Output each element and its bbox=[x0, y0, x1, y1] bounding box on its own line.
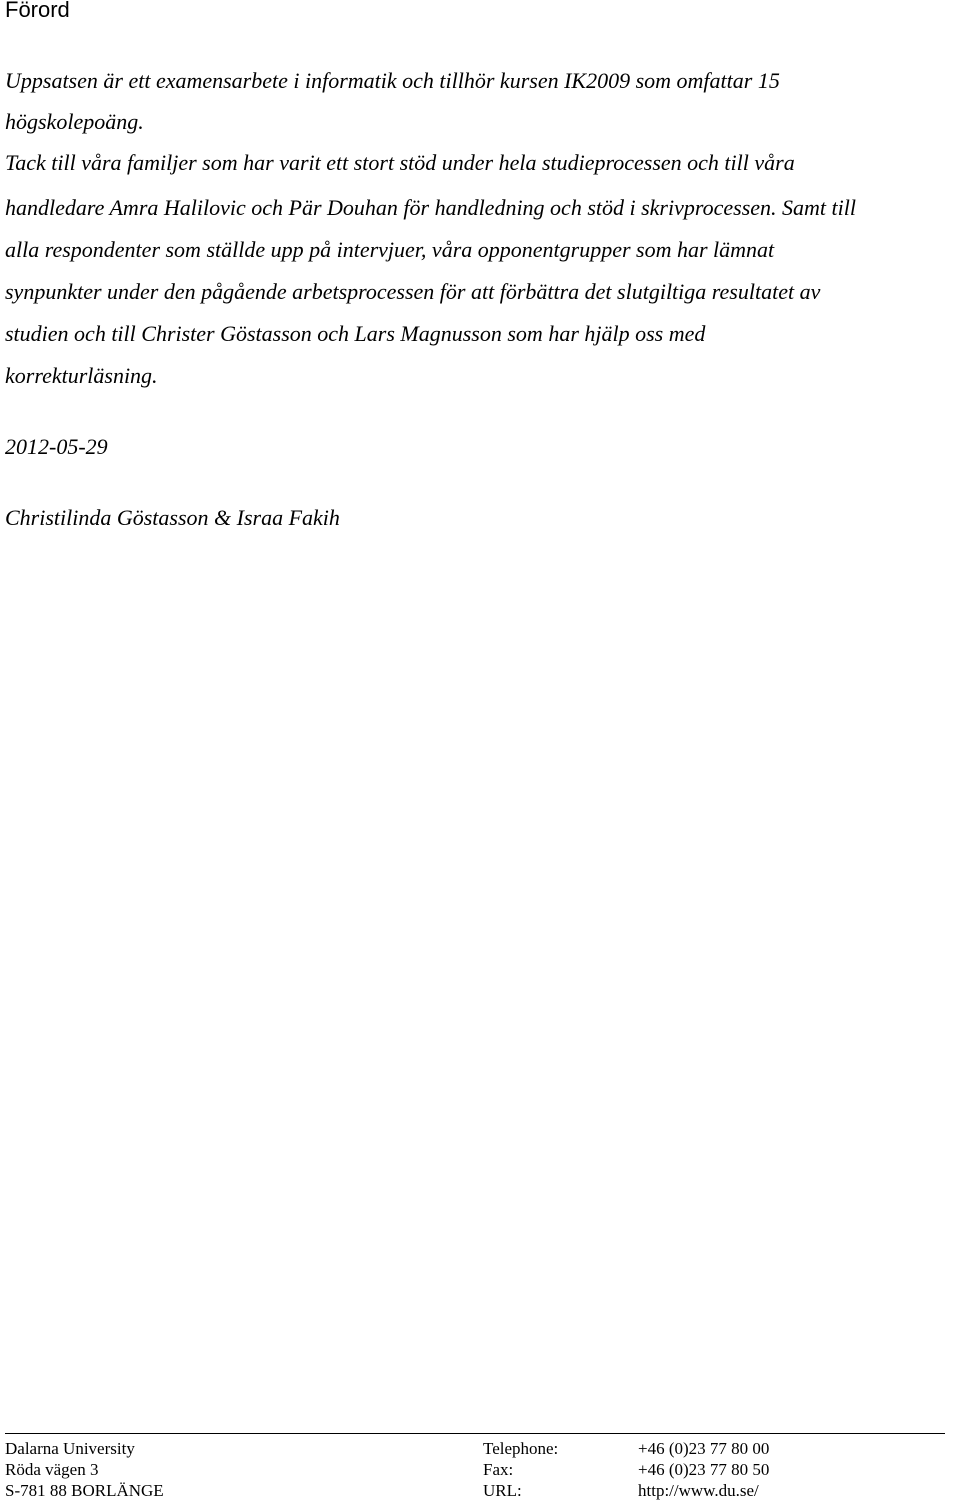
paragraph-line: Uppsatsen är ett examensarbete i informatik och tillhör kursen IK2009 som omfattar 15 bbox=[5, 68, 780, 93]
paragraph-line: synpunkter under den pågående arbetsprocessen för att förbättra det slutgiltiga resultatet av bbox=[5, 279, 821, 304]
footer-label: Fax: bbox=[483, 1460, 514, 1479]
footer-divider bbox=[5, 1433, 945, 1434]
footer-row bbox=[0, 1460, 960, 1480]
paragraph-line: Tack till våra familjer som har varit ett stort stöd under hela studieprocessen och till våra bbox=[5, 150, 795, 175]
footer-address: Röda vägen 3 bbox=[5, 1460, 99, 1479]
footer-row bbox=[0, 1481, 960, 1501]
paragraph-line: handledare Amra Halilovic och Pär Douhan för handledning och stöd i skrivprocessen. Samt till bbox=[5, 195, 856, 220]
footer-label: Telephone: bbox=[483, 1439, 559, 1458]
footer-label: URL: bbox=[483, 1481, 522, 1500]
paragraph-line: alla respondenter som ställde upp på intervjuer, våra opponentgrupper som har lämnat bbox=[5, 237, 775, 262]
date: 2012-05-29 bbox=[5, 434, 108, 459]
paragraph-line: korrekturläsning. bbox=[5, 363, 158, 388]
paragraph-line: studien och till Christer Göstasson och Lars Magnusson som har hjälp oss med bbox=[5, 321, 706, 346]
footer-url: http://www.du.se/ bbox=[638, 1481, 759, 1500]
authors: Christilinda Göstasson & Israa Fakih bbox=[5, 505, 340, 530]
page-heading: Förord bbox=[5, 0, 70, 22]
footer-phone: +46 (0)23 77 80 00 bbox=[638, 1439, 770, 1458]
paragraph-line: högskolepoäng. bbox=[5, 109, 144, 134]
footer-address: S-781 88 BORLÄNGE bbox=[5, 1481, 164, 1500]
footer-fax: +46 (0)23 77 80 50 bbox=[638, 1460, 770, 1479]
footer-row bbox=[0, 1439, 960, 1459]
footer-address: Dalarna University bbox=[5, 1439, 135, 1458]
